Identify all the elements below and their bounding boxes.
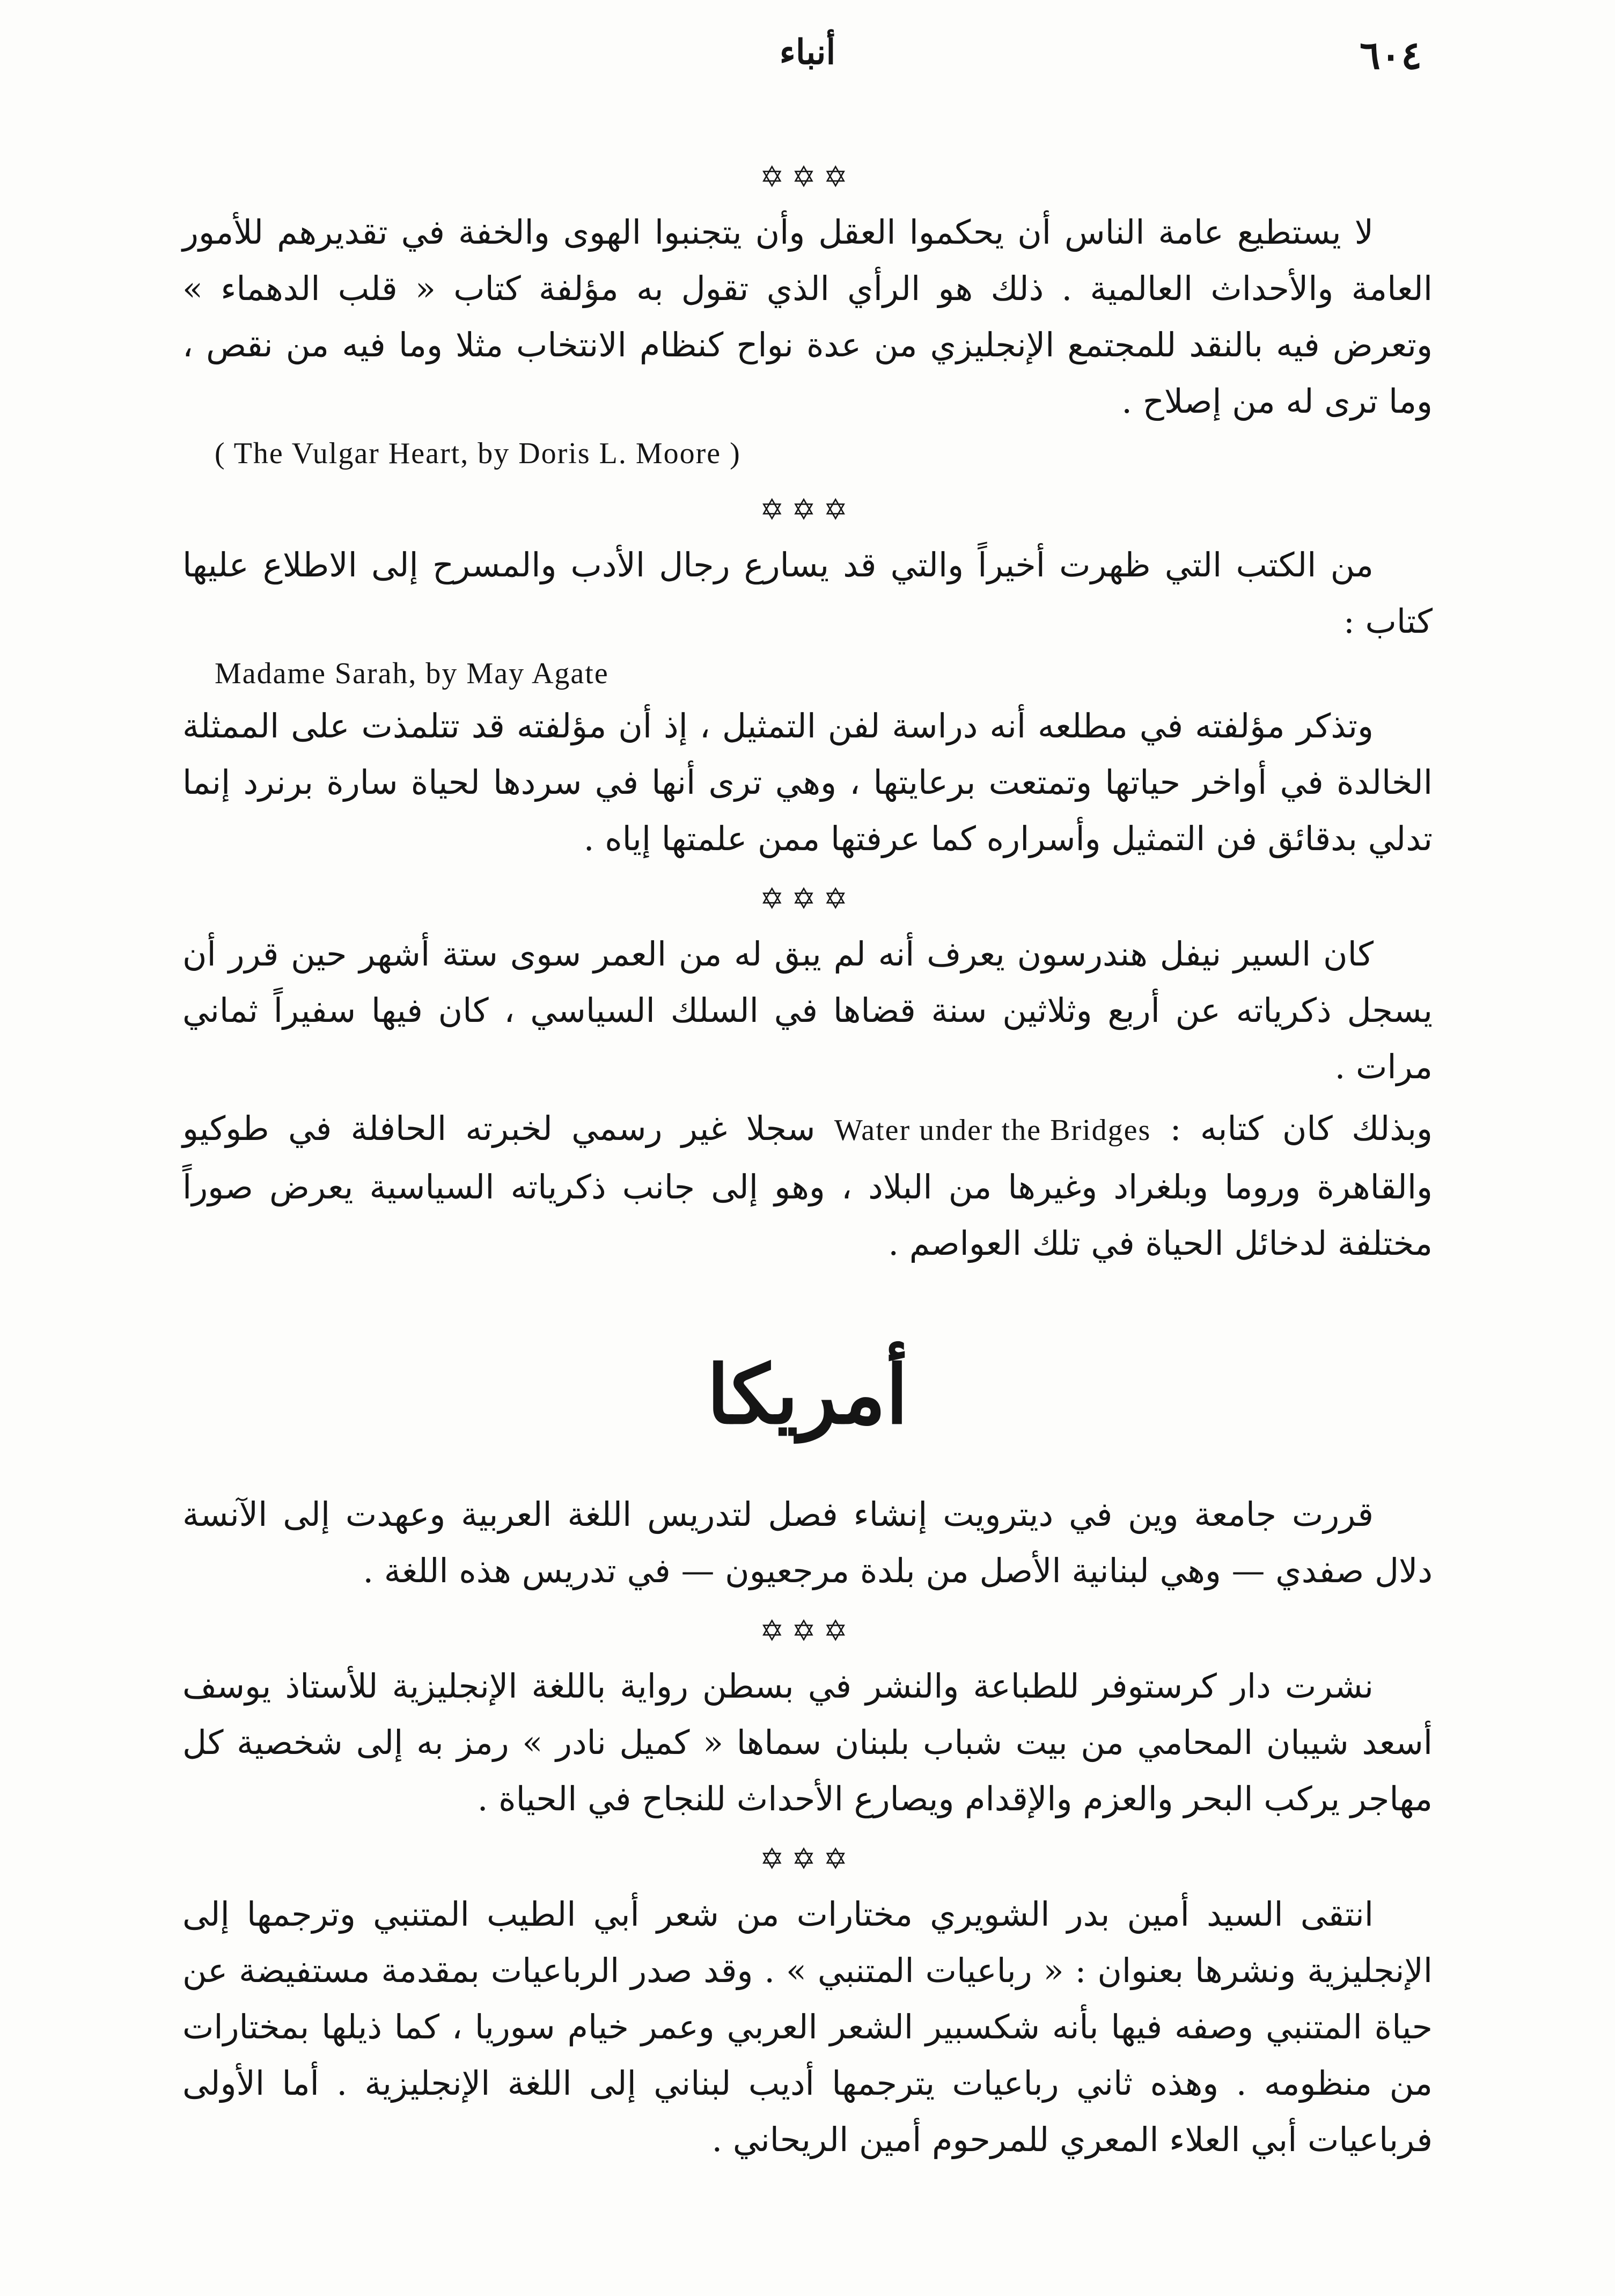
- news-paragraph: قررت جامعة وين في ديترويت إنشاء فصل لتدريس اللغة العربية وعهدت إلى الآنسة دلال صفدي — وهي لبنانية الأصل من بلدة مرجعيون — في تدريس هذه اللغة .: [182, 1495, 1433, 1590]
- star-separator: ✡✡✡: [760, 882, 855, 916]
- page-header: [193, 32, 1422, 91]
- news-paragraph: كان السير نيفل هندرسون يعرف أنه لم يبق له من العمر سوى ستة أشهر حين قرر أن يسجل ذكرياته عن أربع وثلاثين سنة قضاها في السلك السياسي ، كان فيها سفيراً ثماني مرات .: [182, 934, 1433, 1086]
- section-heading: أمريكا: [707, 1348, 908, 1442]
- paragraph-text: سجلا غير رسمي لخبرته الحافلة في طوكيو والقاهرة وروما وبلغراد وغيرها من البلاد ، وهو إلى جانب ذكرياته السياسية يعرض صوراً مختلفة لدخائل الحياة في تلك العواصم .: [182, 1109, 1433, 1263]
- news-paragraph: من الكتب التي ظهرت أخيراً والتي قد يسارع رجال الأدب والمسرح إلى الاطلاع عليها كتاب :: [182, 545, 1433, 641]
- paragraph-text: وبذلك كان كتابه :: [1170, 1109, 1433, 1148]
- news-paragraph: لا يستطيع عامة الناس أن يحكموا العقل وأن يتجنبوا الهوى والخفة في تقديرهم للأمور العامة والأحداث العالمية . ذلك هو الرأي الذي تقول به مؤلفة كتاب « قلب الدهماء » وتعرض فيه بالنقد للمجتمع الإنجليزي من عدة نواح كنظام الانتخاب مثلا وما فيه من نقص ، وما ترى له من إصلاح .: [182, 213, 1433, 421]
- news-paragraph: [182, 1100, 1433, 1271]
- star-separator: ✡✡✡: [760, 1614, 855, 1648]
- page-content: [182, 145, 1433, 2173]
- news-paragraph: انتقى السيد أمين بدر الشويري مختارات من شعر أبي الطيب المتنبي وترجمها إلى الإنجليزية ونشرها بعنوان : « رباعيات المتنبي » . وقد صدر الرباعيات بمقدمة مستفيضة عن حياة المتنبي وصفه فيها بأنه شكسبير الشعر العربي وعمر خيام سوريا ، كما ذيلها بمختارات من منظومه . وهذه ثاني رباعيات يترجمها أديب لبناني إلى اللغة الإنجليزية . أما الأولى فرباعيات أبي العلاء المعري للمرحوم أمين الريحاني .: [182, 1895, 1433, 2159]
- star-separator: ✡✡✡: [760, 1842, 855, 1876]
- star-separator: ✡✡✡: [760, 493, 855, 527]
- book-reference: Madame Sarah, by May Agate: [215, 657, 609, 690]
- book-title-latin: Water under the Bridges: [834, 1114, 1151, 1147]
- running-title: أنباء: [779, 32, 836, 72]
- news-paragraph: وتذكر مؤلفته في مطلعه أنه دراسة لفن التمثيل ، إذ أن مؤلفته قد تتلمذت على الممثلة الخالدة في أواخر حياتها وتمتعت برعايتها ، وهي ترى أنها في سردها لحياة سارة برنرد إنما تدلي بدقائق فن التمثيل وأسراره كما عرفتها ممن علمتها إياه .: [182, 706, 1433, 858]
- page-number: ٦٠٤: [1359, 32, 1422, 78]
- news-paragraph: نشرت دار كرستوفر للطباعة والنشر في بسطن رواية باللغة الإنجليزية للأستاذ يوسف أسعد شيبان المحامي من بيت شباب بلبنان سماها « كميل نادر » رمز به إلى شخصية كل مهاجر يركب البحر والعزم والإقدام ويصارع الأحداث للنجاح في الحياة .: [182, 1666, 1433, 1818]
- star-separator: ✡✡✡: [760, 160, 855, 194]
- book-reference: ( The Vulgar Heart, by Doris L. Moore ): [215, 437, 741, 470]
